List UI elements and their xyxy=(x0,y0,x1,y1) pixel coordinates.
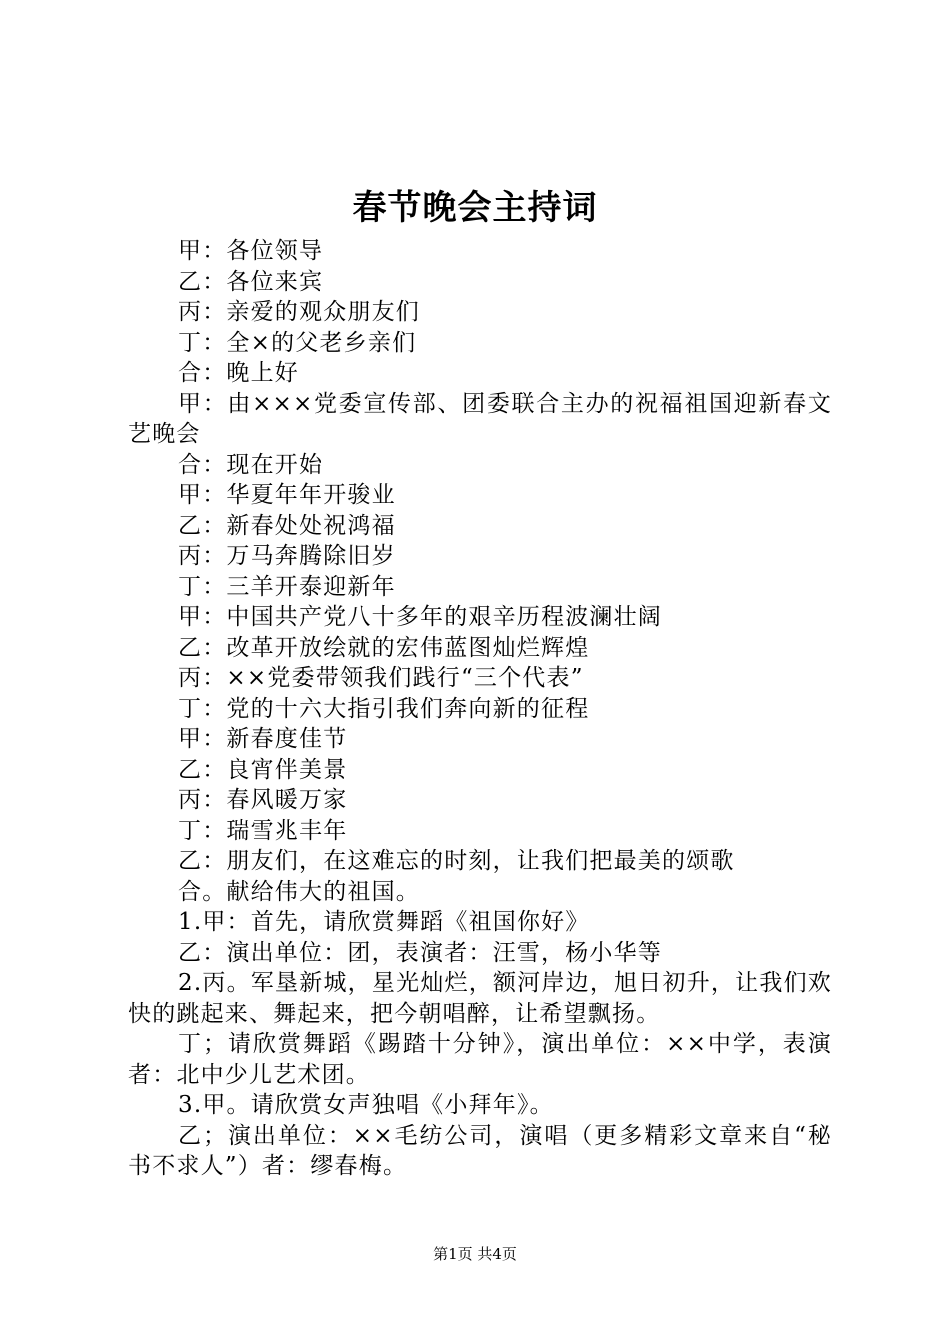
script-line: 丙：万马奔腾除旧岁 xyxy=(178,543,396,569)
script-line: 丙：××党委带领我们践行“三个代表” xyxy=(178,665,584,691)
script-line: 1.甲：首先，请欣赏舞蹈《祖国你好》 xyxy=(178,909,590,935)
script-line: 3.甲。请欣赏女声独唱《小拜年》。 xyxy=(178,1092,554,1118)
script-line: 合。献给伟大的祖国。 xyxy=(178,878,420,905)
script-line: 合：现在开始 xyxy=(178,451,324,478)
script-paragraph: 甲：由×××党委宣传部、团委联合主办的祝福祖国迎新春文艺晚会 xyxy=(128,390,832,447)
script-line: 丁：瑞雪兆丰年 xyxy=(178,817,348,844)
script-line: 乙：演出单位：团，表演者：汪雪，杨小华等 xyxy=(178,939,662,966)
script-line: 丙：亲爱的观众朋友们 xyxy=(178,299,420,325)
script-paragraph: 2.丙。军垦新城，星光灿烂，额河岸边，旭日初升，让我们欢快的跳起来、舞起来，把今朝唱醉，让希望飘扬。 xyxy=(128,970,832,1027)
script-line: 丙：春风暖万家 xyxy=(178,787,348,813)
script-line: 乙：良宵伴美景 xyxy=(178,756,348,783)
script-line: 乙：朋友们，在这难忘的时刻，让我们把最美的颂歌 xyxy=(178,848,735,874)
document-body xyxy=(128,236,832,1182)
document-title: 春节晚会主持词 xyxy=(352,188,598,228)
page-footer: 第1页 共4页 xyxy=(433,1245,517,1263)
script-line: 丁：全×的父老乡亲们 xyxy=(178,329,417,356)
script-line: 乙：新春处处祝鸿福 xyxy=(178,512,396,539)
script-line: 甲：华夏年年开骏业 xyxy=(178,482,396,508)
script-line: 丁：三羊开泰迎新年 xyxy=(178,573,396,600)
script-line: 合：晚上好 xyxy=(178,360,299,386)
script-paragraph: 丁；请欣赏舞蹈《踢踏十分钟》，演出单位：××中学，表演者：北中少儿艺术团。 xyxy=(128,1031,832,1088)
script-line: 甲：中国共产党八十多年的艰辛历程波澜壮阔 xyxy=(178,604,662,630)
script-line: 甲：各位领导 xyxy=(178,238,324,264)
script-line: 乙：各位来宾 xyxy=(178,268,324,295)
script-line: 丁：党的十六大指引我们奔向新的征程 xyxy=(178,695,590,722)
script-line: 乙：改革开放绘就的宏伟蓝图灿烂辉煌 xyxy=(178,634,590,661)
script-paragraph: 乙；演出单位：××毛纺公司，演唱（更多精彩文章来自“秘书不求人”）者：缪春梅。 xyxy=(128,1122,832,1179)
script-line: 甲：新春度佳节 xyxy=(178,726,348,752)
